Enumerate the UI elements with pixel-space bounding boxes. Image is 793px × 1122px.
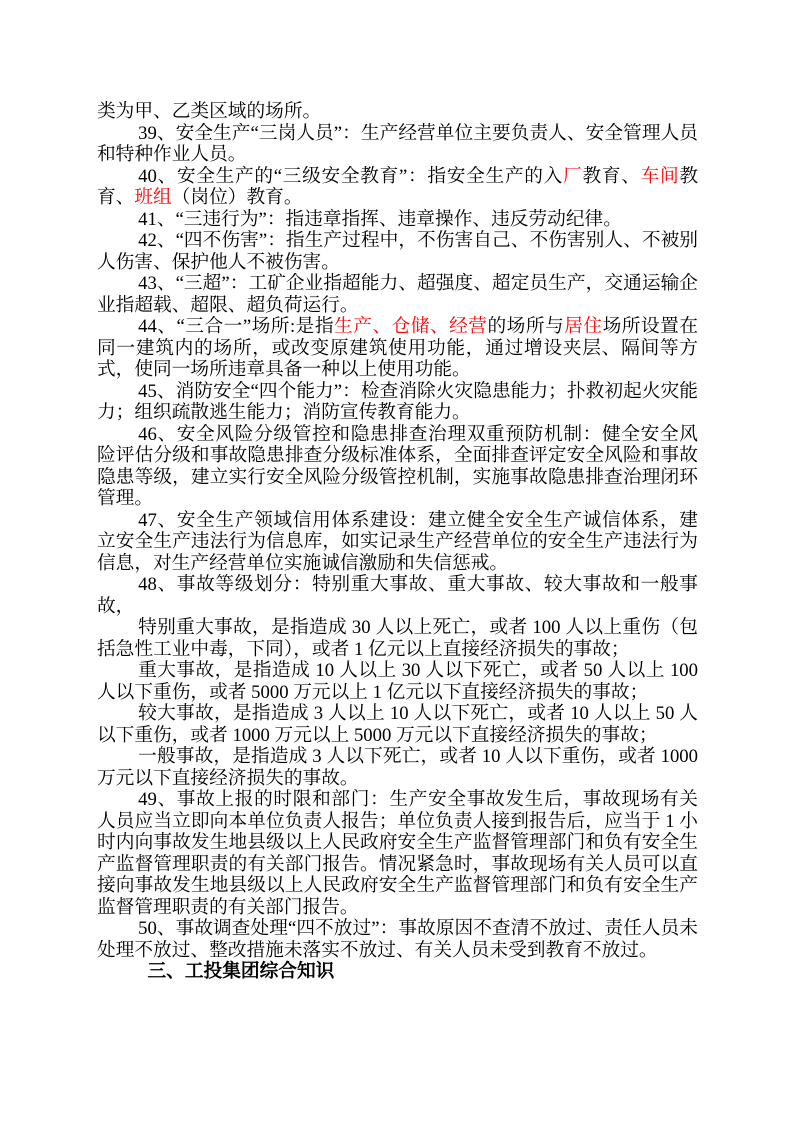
text-run: 场所设置在同一建筑内的场所，或改变原建筑使用功能，通过增设夹层、隔间等方式，使同一场所违章具备一种以上使用功能。	[97, 316, 699, 380]
text-run: 49、事故上报的时限和部门：生产安全事故发生后，事故现场有关人员应当立即向本单位负责人报告；单位负责人接到报告后，应当于 1 小时内向事故发生地县级以上人民政府安全生产监督管理部门和负有安全生产监督管理职责的有关部门报告。情况紧急时，事故现场有关人员可以直接向事故发生地县级以上人民政府安全生产监督管理部门和负有安全生产监督管理职责的有关部门报告。	[97, 789, 698, 918]
paragraph-item-50	[97, 918, 698, 961]
text-run: 44、“三合一”场所:是指	[138, 316, 335, 337]
text-run: 一般事故，是指造成 3 人以下死亡，或者 10 人以下重伤，或者 1000 万元以下直接经济损失的事故。	[97, 746, 698, 789]
paragraph-item-45	[97, 381, 698, 424]
section-heading	[97, 961, 698, 983]
highlight-red-text: 厂	[563, 165, 583, 187]
paragraph-item-48-major	[97, 660, 698, 703]
text-run: 重大事故，是指造成 10 人以上 30 人以下死亡，或者 50 人以上 100 人以下重伤，或者 5000 万元以上 1 亿元以下直接经济损失的事故；	[97, 660, 698, 703]
text-run: 特别重大事故，是指造成 30 人以上死亡，或者 100 人以上重伤（包括急性工业中毒，下同），或者 1 亿元以上直接经济损失的事故；	[97, 617, 698, 660]
text-run: 42、“四不伤害”：指生产过程中，不伤害自己、不伤害别人、不被别人伤害、保护他人不被伤害。	[97, 230, 698, 273]
text-run: 47、安全生产领域信用体系建设：建立健全安全生产诚信体系，建立安全生产违法行为信息库，如实记录生产经营单位的安全生产违法行为信息，对生产经营单位实施诚信激励和失信惩戒。	[97, 509, 698, 574]
paragraph-continuation	[97, 101, 698, 123]
paragraph-item-42	[97, 230, 698, 273]
text-run: 教育、	[97, 165, 699, 208]
paragraph-item-41	[97, 209, 698, 231]
text-run: 类为甲、乙类区域的场所。	[97, 101, 322, 122]
text-run: 教育、	[582, 165, 641, 187]
paragraph-item-44	[97, 316, 698, 381]
text-run: 45、消防安全“四个能力”：检查消除火灾隐患能力；扑救初起火灾能力；组织疏散逃生能力；消防宣传教育能力。	[97, 380, 698, 423]
text-run: 41、“三违行为”：指违章指挥、违章操作、违反劳动纪律。	[138, 208, 622, 230]
paragraph-item-48-special	[97, 617, 698, 660]
paragraph-item-49	[97, 789, 698, 918]
text-run: 46、安全风险分级管控和隐患排查治理双重预防机制：健全安全风险评估分级和事故隐患排查分级标准体系，全面排查评定安全风险和事故隐患等级，建立实行安全风险分级管控机制，实施事故隐患排查治理闭环管理。	[97, 423, 698, 509]
text-run: 的场所与	[487, 316, 565, 337]
text-run: 43、“三超”：工矿企业指超能力、超强度、超定员生产，交通运输企业指超载、超限、超负荷运行。	[97, 273, 698, 316]
paragraph-item-48-general	[97, 746, 698, 789]
paragraph-item-46	[97, 424, 698, 510]
text-run: 48、事故等级划分：特别重大事故、重大事故、较大事故和一般事故，	[97, 574, 698, 617]
text-run: 40、安全生产的“三级安全教育”：指安全生产的入	[138, 165, 564, 187]
text-run: 较大事故，是指造成 3 人以上 10 人以下死亡，或者 10 人以上 50 人以下重伤，或者 1000 万元以上 5000 万元以下直接经济损失的事故；	[97, 703, 698, 746]
paragraph-item-48	[97, 574, 698, 617]
paragraph-item-43	[97, 273, 698, 316]
paragraph-item-39	[97, 123, 698, 166]
document-body	[97, 101, 698, 983]
text-run: 50、事故调查处理“四不放过”：事故原因不查清不放过、责任人员未处理不放过、整改措施未落实不放过、有关人员未受到教育不放过。	[97, 918, 698, 961]
paragraph-item-47	[97, 510, 698, 575]
paragraph-item-48-larger	[97, 703, 698, 746]
text-run: 39、安全生产“三岗人员”：生产经营单位主要负责人、安全管理人员和特种作业人员。	[97, 122, 698, 165]
text-run: （岗位）教育。	[171, 187, 303, 208]
highlight-red-text: 班组	[134, 187, 172, 208]
text-run: 三、工投集团综合知识	[147, 961, 335, 982]
highlight-red-text: 居住	[564, 316, 603, 337]
highlight-red-text: 车间	[640, 165, 680, 187]
highlight-red-text: 生产、仓储、经营	[334, 316, 488, 337]
paragraph-item-40	[97, 166, 698, 209]
